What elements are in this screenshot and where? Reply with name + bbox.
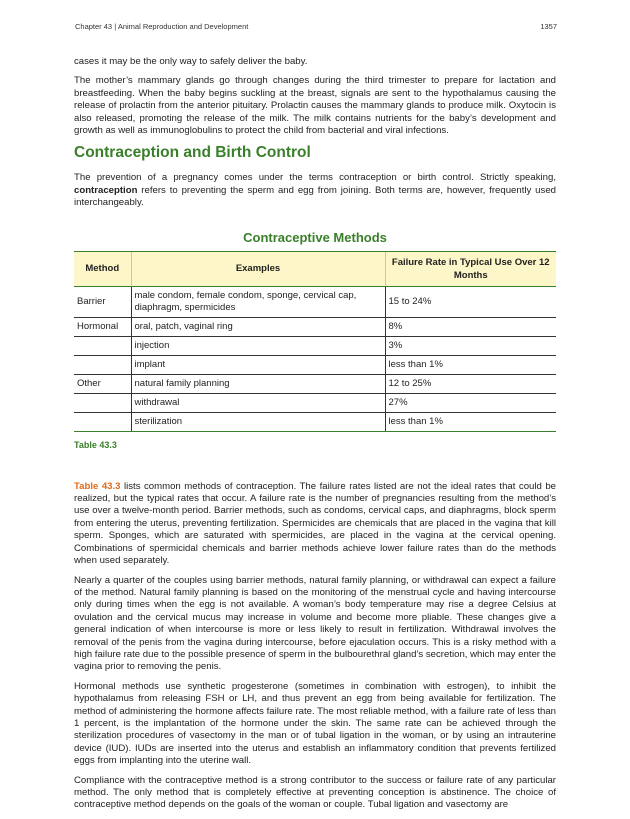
header-separator: | bbox=[114, 22, 117, 31]
paragraph-7: Compliance with the contraceptive method is a strong contributor to the success or failure rate of any particular method. The only method that is completely effective at preventing conception is abstinence. The choice of contraceptive method depends on the goals of the woman or couple. Tubal ligation and vasectomy are bbox=[74, 774, 556, 811]
p3-text-a: The prevention of a pregnancy comes under the terms contraception or birth control. Strictly speaking, bbox=[74, 172, 556, 184]
table-cell bbox=[74, 412, 131, 431]
table-cell: Other bbox=[74, 374, 131, 393]
table-cell: oral, patch, vaginal ring bbox=[131, 317, 385, 336]
table-cell: 8% bbox=[385, 317, 556, 336]
table-head bbox=[74, 251, 556, 286]
table-header-cell: Failure Rate in Typical Use Over 12 Months bbox=[385, 251, 556, 286]
table-reference-link[interactable]: Table 43.3 bbox=[74, 480, 121, 492]
paragraph-2: The mother’s mammary glands go through changes during the third trimester to prepare for lactation and breastfeeding. When the baby begins suckling at the breast, signals are sent to the hypothalamus causing the release of prolactin from the anterior pituitary. Prolactin causes the mammary glands to produce milk. Oxytocin is also released, promoting the release of the milk. The milk contains nutrients for the baby’s development and growth as well as immunoglobulins to protect the child from bacterial and viral infections. bbox=[74, 75, 556, 137]
table-cell: male condom, female condom, sponge, cervical cap, diaphragm, spermicides bbox=[131, 286, 385, 317]
table-row bbox=[74, 317, 556, 336]
table-row bbox=[74, 393, 556, 412]
table-cell: natural family planning bbox=[131, 374, 385, 393]
contraceptive-methods-table bbox=[74, 251, 556, 432]
chapter-label: Chapter 43 bbox=[75, 22, 113, 31]
table-row bbox=[74, 355, 556, 374]
table-cell: Barrier bbox=[74, 286, 131, 317]
table-cell: less than 1% bbox=[385, 412, 556, 431]
table-body bbox=[74, 286, 556, 431]
page-header bbox=[75, 22, 557, 31]
chapter-title: Animal Reproduction and Development bbox=[117, 22, 249, 31]
table-cell: withdrawal bbox=[131, 393, 385, 412]
table-row bbox=[74, 374, 556, 393]
table-cell bbox=[74, 393, 131, 412]
table-cell: less than 1% bbox=[385, 355, 556, 374]
table-row bbox=[74, 336, 556, 355]
table-row bbox=[74, 286, 556, 317]
table-header-cell: Method bbox=[74, 251, 131, 286]
table-cell: Hormonal bbox=[74, 317, 131, 336]
table-cell: sterilization bbox=[131, 412, 385, 431]
paragraph-3 bbox=[74, 172, 556, 209]
table-caption: Table 43.3 bbox=[74, 439, 117, 450]
paragraph-6: Hormonal methods use synthetic progesterone (sometimes in combination with estrogen), to inhibit the hypothalamus from releasing FSH or LH, and thus prevent an egg from being available for fertilization. The method of administering the hormone affects failure rate. The most reliable method, with a failure rate of less than 1 percent, is the implantation of the hormone under the skin. The same rate can be achieved through the sterilization procedures of vasectomy in the man or of tubal ligation in the woman, or by using an intrauterine device (IUD). IUDs are inserted into the uterus and establish an inflammatory condition that prevents fertilized eggs from implanting into the uterine wall. bbox=[74, 680, 556, 767]
table-cell: 12 to 25% bbox=[385, 374, 556, 393]
p3-bold-term: contraception bbox=[74, 184, 138, 196]
paragraph-5: Nearly a quarter of the couples using barrier methods, natural family planning, or withdrawal can expect a failure of the method. Natural family planning is based on the monitoring of the menstrual cycle and having intercourse only during times when the egg is not available. A woman’s body temperature may rise a degree Celsius at ovulation and the cervical mucus may increase in volume and become more pliable. These changes give a general indication of when intercourse is more or less likely to result in fertilization. Withdrawal involves the removal of the penis from the vagina during intercourse, before ejaculation occurs. This is a risky method with a high failure rate due to the possible presence of sperm in the bulbourethral gland’s secretion, which may enter the vagina prior to removing the penis. bbox=[74, 574, 556, 673]
table-header-row bbox=[74, 251, 556, 286]
chapter-info bbox=[75, 22, 248, 31]
p3-text-b: refers to preventing the sperm and egg from joining. Both terms are, however, frequently used interchangeably. bbox=[74, 184, 556, 209]
page-content bbox=[74, 56, 556, 819]
p4-text: lists common methods of contraception. The failure rates listed are not the ideal rates that could be realized, but the typical rates that occur. A failure rate is the number of pregnancies resulting from the method’s use over a twelve-month period. Barrier methods, such as condoms, cervical caps, and diaphragms, block sperm from entering the uterus, preventing fertilization. Spermicides are chemicals that are placed in the vagina that kill sperm. Sponges, which are saturated with spermicides, are placed in the vagina at the cervical opening. Combinations of spermicidal chemicals and barrier methods achieve lower failure rates than do the methods when used separately. bbox=[74, 480, 556, 567]
paragraph-1: cases it may be the only way to safely deliver the baby. bbox=[74, 56, 308, 67]
page-number: 1357 bbox=[540, 22, 557, 31]
table-cell: implant bbox=[131, 355, 385, 374]
section-heading: Contraception and Birth Control bbox=[74, 144, 311, 162]
table-title: Contraceptive Methods bbox=[243, 229, 387, 245]
table-cell bbox=[74, 355, 131, 374]
table-header-cell: Examples bbox=[131, 251, 385, 286]
paragraph-4 bbox=[74, 481, 556, 568]
table-cell: injection bbox=[131, 336, 385, 355]
table-cell: 27% bbox=[385, 393, 556, 412]
table-cell: 3% bbox=[385, 336, 556, 355]
table-cell bbox=[74, 336, 131, 355]
table-cell: 15 to 24% bbox=[385, 286, 556, 317]
table-row bbox=[74, 412, 556, 431]
